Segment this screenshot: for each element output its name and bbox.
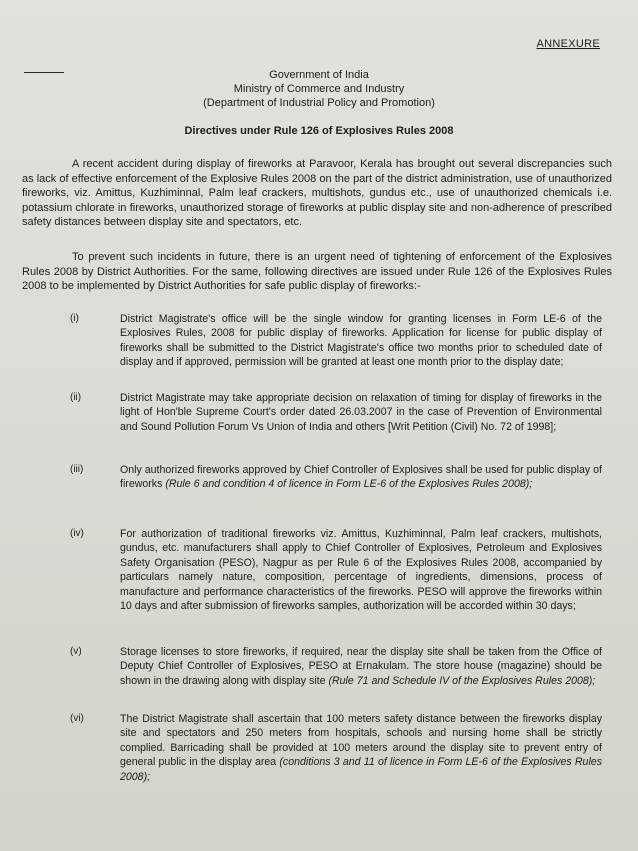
directive-text: District Magistrate may take appropriate decision on relaxation of timing for display of fireworks in the light of Hon'ble Supreme Court's order dated 26.03.2007 in the case of Prevention of Environmental and Sound Pollution Forum Vs Union of India and others [Writ Petition (Civil) No. 72 of 1998]; — [120, 392, 602, 433]
directive-number: (iv) — [70, 528, 84, 539]
document-heading: Directives under Rule 126 of Explosives Rules 2008 — [184, 125, 454, 137]
directive-item — [70, 645, 602, 688]
directive-number: (ii) — [70, 392, 82, 403]
issuing-authority — [0, 68, 638, 110]
paragraph-purpose: To prevent such incidents in future, there is an urgent need of tightening of enforcement of the Explosives Rules 2008 by District Authorities. For the same, following directives are issued under Rule 126 of the Explosives Rules 2008 to be implemented by District Authorities for safe public display of fireworks:- — [22, 251, 612, 293]
directive-text: For authorization of traditional fireworks viz. Amittus, Kuzhiminnal, Palm leaf crackers, multishots, gundus, etc. manufacturers shall apply to Chief Controller of Explosives, Petroleum and Explosives Safety Organisation (PESO), Nagpur as per Rule 6 of the Explosives Rules 2008, accompanied by particulars namely nature, composition, percentage of ingredients, dimensions, process of manufacture and performance characteristics of the fireworks. PESO will approve the fireworks within 10 days and after submission of fireworks samples, authorization will be accorded within 30 days; — [120, 528, 602, 613]
paragraph-background: A recent accident during display of fireworks at Paravoor, Kerala has brought out several discrepancies such as lack of effective enforcement of the Explosive Rules 2008 on the part of the district administration, use of unauthorized fireworks, viz. Amittus, Kuzhiminnal, Palm leaf crackers, multishots, gundus etc., use of unauthorized chemicals i.e. potassium chlorate in fireworks, unauthorized storage of fireworks at public display site and non-adherence of prescribed safety distances between display site and spectators, etc. — [22, 158, 612, 229]
directive-item — [70, 312, 602, 370]
directive-item — [70, 391, 602, 434]
directive-text: Storage licenses to store fireworks, if required, near the display site shall be taken from the Office of Deputy Chief Controller of Explosives, PESO at Ernakulam. The store house (magazine) should be shown in the drawing along with display site (Rule 71 and Schedule IV of the Explosives Rules 2008); — [120, 646, 602, 687]
directive-rule-reference: (Rule 6 and condition 4 of licence in Form LE-6 of the Explosives Rules 2008); — [165, 478, 533, 491]
directive-rule-reference: (conditions 3 and 11 of licence in Form LE-6 of the Explosives Rules 2008); — [120, 756, 602, 783]
annexure-label: ANNEXURE — [536, 38, 600, 50]
directive-text: District Magistrate's office will be the single window for granting licenses in Form LE-6 of the Explosives Rules, 2008 for public display of fireworks. Application for license for public display of fireworks shall be submitted to the District Magistrate's office two months prior to scheduled date of display and if approved, permission will be granted at least one month prior to the display date; — [120, 313, 602, 369]
directive-number: (vi) — [70, 713, 84, 724]
directive-item — [70, 463, 602, 492]
directive-item — [70, 527, 602, 613]
header-department: (Department of Industrial Policy and Promotion) — [203, 97, 435, 109]
header-ministry: Ministry of Commerce and Industry — [233, 83, 405, 95]
directive-text: Only authorized fireworks approved by Chief Controller of Explosives shall be used for public display of fireworks (Rule 6 and condition 4 of licence in Form LE-6 of the Explosives Rules 2008); — [120, 464, 602, 491]
directive-number: (v) — [70, 646, 82, 657]
directive-number: (iii) — [70, 464, 84, 475]
directive-rule-reference: (Rule 71 and Schedule IV of the Explosives Rules 2008); — [328, 674, 596, 687]
directive-item — [70, 712, 602, 784]
header-government: Government of India — [269, 69, 369, 81]
directive-text: The District Magistrate shall ascertain that 100 meters safety distance between the fireworks display site and spectators and 250 meters from hospitals, schools and nursing home shall be strictly complied. Barricading shall be provided at 100 meters around the display site to prevent entry of general public in the display area (conditions 3 and 11 of licence in Form LE-6 of the Explosives Rules 2008); — [120, 713, 602, 783]
directive-number: (i) — [70, 313, 79, 324]
